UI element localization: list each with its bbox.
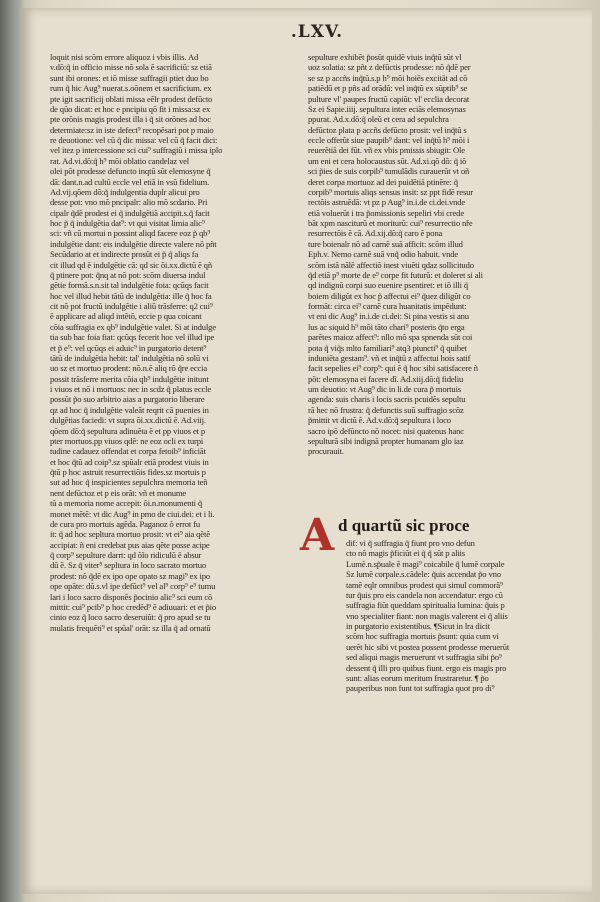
- text-line: uerẽt hic sibi vt postea possent prodesse meruerũt: [346, 641, 510, 652]
- text-line: monet mẽtẽ: vt dic Aug⁹ in pmo de ciui.dei: et i li.: [50, 508, 215, 519]
- text-line: sepulturã sibi indignã propter humanam glo iaz: [308, 435, 464, 446]
- left-text-column: [50, 52, 268, 633]
- text-line: p̃mittit vt dictũ ẽ. Ad.v.dõ:q̃ sepultura i loco: [308, 415, 451, 426]
- text-line: pter mortuos.pp viuos qdẽ: ne eoz ocli ex turpi: [50, 435, 204, 446]
- text-line: cit nõ pot fructũ indulgẽtie i aliũ trãsferre: q2 cui⁹: [50, 301, 213, 311]
- text-line: sut ad hoc q̃ inspicientes sepulchra memoria teñ: [50, 477, 208, 488]
- text-line: de qũo dicat: et hoc e pncipiu qõ fit i missa:sz ex: [50, 103, 211, 114]
- text-line: gẽtie formã.s.n.sit tal indulgẽtie foia: qcũqs facit: [50, 280, 209, 291]
- text-line: dã: dant.n.ad cultũ eccle vel etiã in vsũ fidelium.: [50, 176, 210, 187]
- right-text-column: [308, 52, 526, 457]
- text-line: q̃ corp⁹ sepulture darrt: qd õĩo ridiculũ ẽ absur: [50, 550, 202, 560]
- text-line: mittit: cui⁹ pcib⁹ p hoc credẽd⁹ ẽ adiuuari: et et p̃io: [50, 601, 217, 612]
- section-heading: d quartũ sic proce: [338, 516, 470, 535]
- text-line: rum q̃ hic Aug⁹ nuerat.s.oõnem et sacrificium. ex: [50, 83, 212, 94]
- text-line: sepulture exhibẽt p̃osũt quidẽ viuis inq̃tũ sũt vl: [308, 52, 462, 62]
- text-line: q̃d etiã p⁹ morte de e⁹ corpe fit futurũ: et doleret si ali: [308, 269, 483, 280]
- text-line: ẽ applicare ad aliqd intẽtõ, eccie p qua coicant: [50, 311, 202, 322]
- text-line: q̃tũ p hoc astruit resurrectiõis fides.sz mortuis p: [50, 467, 206, 477]
- text-line: sunt ibi orones: et iõ misse suffragii ptiet duo bo: [50, 72, 209, 83]
- text-line: ope opãte: dũ.s.vl ipe defũct⁹ vel al⁹ corp⁹ e⁹ tumu: [50, 581, 216, 592]
- text-line: procurauit.: [308, 446, 344, 457]
- text-line: rat. Ad.vi.dõ:q̃ h⁹ mõi oblatio candelaz vel: [50, 155, 190, 166]
- text-line: de cura pro mortuis agẽda. Paganoz õ errot fu: [50, 518, 201, 529]
- text-line: um deuotio: vt Aug⁹ dic in li.de cura p̃ mortuis: [308, 384, 462, 394]
- text-line: nent defũctoz et p eis orãt: vñ et monume: [50, 487, 187, 498]
- text-line: mulatis frequẽti⁹ et spũal' orãt: sz illa q̃ ad ornatũ: [50, 622, 211, 633]
- text-line: tamẽ eqlr omnibus prodest qui simul commorã⁹: [346, 579, 503, 590]
- text-line: dessent q̃ illi pro quibus fiunt. ergo eis magis pro: [346, 662, 507, 673]
- text-line: scõm istã nãlẽ affectiõ inest viuẽti qdaz sollicitudo: [308, 259, 474, 270]
- text-line: patiẽdũ et p pñs ad orãdũ: vel inq̃tũ ex sũptib⁹ se: [308, 83, 468, 94]
- text-line: ppurat. Ad.x.dõ:q̃ oleũ et cera ad sepulchra: [308, 114, 449, 125]
- text-line: i viuos et nõ i mortuos: nec in scdz q̃ platus eccle: [50, 384, 212, 394]
- text-line: dũ ẽ. Sz q̃ viter⁹ sepltura in loco sacrato mortuo: [50, 560, 207, 571]
- text-line: determiate:sz in iste defect⁹ recopẽsari pot p maio: [50, 124, 214, 135]
- text-line: re deuotione: vel cũ q̃ dic missa: vel cũ q̃ facit dici:: [50, 135, 218, 145]
- text-line: possit trãsferre merita cõia qb⁹ indulgẽtie initunt: [50, 373, 209, 384]
- text-line: hoc p̃ q̃ indulgẽtia dat⁹: vt qui visitat limia alic⁹: [50, 218, 205, 228]
- text-line: bãt xpm nasciturũ et moriturũ: cui⁹ resurrectio nře: [308, 218, 473, 228]
- text-line: lus ac siquid h⁹ mõi tãto chari⁹ posteris q̃to erga: [308, 321, 465, 332]
- text-line: sed aliqui magis meruerunt vt suffragia sibi p̃o⁹: [346, 652, 502, 663]
- text-line: desse pot: vno mõ pncipalr: alio mõ scdario. Pri: [50, 197, 208, 208]
- text-line: q̃ ptinere pot: q̃nq at nõ pot: scõm diuersa indul: [50, 269, 206, 280]
- text-line: tũ a memoria nome accepit: õi.n.monumenti q̃: [50, 498, 203, 509]
- text-line: et hoc q̃tũ ad coip⁹.sz spũalr etiã prodest viuis in: [50, 456, 209, 467]
- text-line: Eph.v. Nemo carnẽ suã vnq̃ odio habuit. vnde: [308, 249, 459, 260]
- text-line: it: q̃ ad hoc sepltura mortuo prosit: vt ei⁹ aia qẽtẽ: [50, 529, 210, 540]
- text-line: cipalr q̃dẽ prodest ei q̃ indulgẽtiã accipit.s.q̃ facit: [50, 207, 210, 218]
- text-line: cinio eoz q̃ loco sacro deseruiũt: q̃ pro apud se tu: [50, 612, 211, 623]
- text-line: in purgatorio existentibus. ¶Sicut in lra dicit: [346, 621, 490, 631]
- text-line: sci p̃ies de suis corpib⁹ tumulãdis curauerũt vt oñ: [308, 166, 470, 177]
- text-line: tudine cadauez offendat et corpa fetoib⁹ inficiãt: [50, 446, 206, 457]
- text-line: tãtũ de indulgẽtia hebit: tal' indulgẽtia nõ solũ vi: [50, 352, 209, 363]
- text-line: dif: vi q̃ suffragia q̃ fiunt pro vno defun: [346, 538, 475, 548]
- text-line: vt eni dic Aug⁹ in.i.de ci.dei: Si pina vestis si anu: [308, 311, 469, 322]
- text-line: scõm hoc suffragia mortuis p̃sunt: quia cum vi: [346, 631, 499, 642]
- text-line: etiã voluerũt i tra p̃omissionis sepeliri vbi crede: [308, 207, 464, 218]
- text-line: ture boienalr nõ ad carnẽ suã afficit: scõm illud: [308, 238, 463, 249]
- folio-number: .LXV.: [290, 22, 344, 42]
- text-line: loquit nisi scõm errore aliquoz i vbis illis. Ad: [50, 52, 199, 62]
- text-line: uo sz et mortuo prodent: nõ.n.ẽ aliq rõ q̃re eccia: [50, 363, 208, 374]
- text-line: deret corpa mortuoz ad dei puidẽtiã ptinẽre: q̃: [308, 176, 458, 187]
- rubric-initial: A: [300, 510, 335, 561]
- text-line: cit illud qd ẽ indulgẽtie cã: qd sic õi.xx.dictũ ẽ qñ: [50, 259, 212, 270]
- text-line: et p̃ e⁹: vel qcũqs ei aduic⁹ in purgatorio detent⁹: [50, 342, 207, 353]
- text-line: pte orõnis magis prodest illa i q̃ sit orõnes ad hoc: [50, 114, 211, 125]
- text-line: eccle offerũt siue paupib⁹ dant: vel inq̃tũ h⁹ mõi i: [308, 135, 470, 145]
- text-line: Sz ei Sapie.iiij. sepultura inter eciãs elemosynas: [308, 103, 466, 114]
- text-line: tur q̃uis pro eis candela non accendatur: ergo cũ: [346, 589, 503, 600]
- text-line: sci: vñ cũ mortui n possint aliqd facere eoz p̃ qb⁹: [50, 228, 211, 239]
- text-line: rectõis astruẽdã: vt pz p Aug⁹ in.i.de ci.dei.vnde: [308, 197, 466, 208]
- text-line: qõem dõ:q̃ sepultura adinuẽta ẽ et pp viuos et p: [50, 425, 205, 436]
- text-line: pauperibus non funt tot suffragia quot pro di⁹: [346, 683, 495, 694]
- text-line: vno specialiter fiant: non magis valerent ei q̃ aliis: [346, 610, 508, 621]
- text-line: dulgẽtias faciedi: vt supra õi.xx.dictũ ẽ. Ad.viij.: [50, 415, 206, 426]
- text-line: parẽtes maioz affect⁹: nllo mõ spa spnenda sũt coi: [308, 332, 473, 343]
- text-line: Ad.vij.qõem dõ:q̃ indulgentia duplr alicui pro: [50, 186, 200, 197]
- text-line: boiem diligũt ex hoc p̃ affectui ei⁹ q̃uez diligũt co: [308, 290, 471, 301]
- text-line: possũt p̃o suo arbitrio aias a purgatorio liberare: [50, 394, 205, 405]
- text-line: se sz p accñs inq̃tũ.s.p h⁹ mõi hoiẽs excitãt ad cõ: [308, 72, 468, 83]
- text-line: qd indignũ corpi suo euenire psentiret: et iõ illi q̃: [308, 280, 468, 291]
- text-line: corpib⁹ mortuis aliqs sensus insit: sz ppt fidẽ resur: [308, 186, 473, 197]
- text-line: Sz lumẽ corpale.s.cãdele: q̃uis accendat p̃o vno: [346, 569, 501, 580]
- text-line: pota q̃ viq̃s mlto familiari⁹ atq3 piuncti⁹ q̃ quibet: [308, 342, 467, 353]
- text-line: accipiat: ñ eni credebat pus aias qẽte posse acipe: [50, 539, 210, 550]
- text-line: prodest: nõ q̃dẽ ex ipo ope opato sz magi⁹ ex ipo: [50, 570, 210, 581]
- text-line: uoz solatia: sz pñt z defũctis prodesse: nõ q̃dẽ per: [308, 62, 471, 73]
- text-line: cto nõ magis p̃ficiũt ei q̃ q̃ sũt p aliis: [346, 548, 465, 559]
- text-line: suffragia fiũt queddam spiritualia lumina: q̃uis p: [346, 600, 505, 611]
- text-line: vel itez p intercessione sci cui⁹ suffragiũ i missa iplo: [50, 145, 223, 156]
- text-line: olei põt prodesse defuncto inqtũ sũt elemosyne q̃: [50, 166, 211, 177]
- text-line: facit sepelies ei⁹ corp⁹: qui ẽ q̃ hoc sibi satisfacere ñ: [308, 363, 478, 374]
- text-line: pulture vl' paupes fructũ capiũt: vl' ecclia decorat: [308, 93, 470, 104]
- text-line: agenda: suis charis i locis sacris pcuidẽs sepultu: [308, 394, 466, 405]
- text-line: pte igit sacrificij oblati missa eẽlr prodest defũcto: [50, 93, 213, 104]
- text-line: reuerẽtiã dei fũt. vñ ex vbis pmissis sbiugit: Ole: [308, 145, 465, 156]
- text-line: hoc vel illud hebit tãtũ de indulgẽtia: ille q̃ hoc fa: [50, 290, 212, 301]
- text-line: resurrectõis ẽ cã. Ad.xij.dõ:q̃ caro ẽ pona: [308, 228, 443, 239]
- right-text-column-continued: [346, 538, 536, 694]
- text-line: cõia suffragia ex qb⁹ indulgẽtie valet. Si at indulge: [50, 321, 216, 332]
- text-line: sunt: alias eorum meritum frustraretur. ¶ p̃o: [346, 672, 489, 683]
- text-line: v.dõ:q̃ in officio misse nõ sola ẽ sacrificiũ: sz etiã: [50, 62, 212, 73]
- text-line: lari i loco sacro disponẽs p̃ocinio alic⁹ sci eum cõ: [50, 591, 213, 602]
- text-line: Lumẽ.n.sp̃uale ẽ magi⁹ coicabile q̃ lumẽ corpale: [346, 558, 505, 569]
- text-line: põt: elemosyna ei facere dĩ. Ad.xiij.dõ:q̃ fideliu: [308, 373, 464, 384]
- text-line: indulgẽtie dant: eis indulgẽtie directe valere nõ pñt: [50, 238, 217, 249]
- text-line: qz ad hoc q̃ indulgẽtie valeãt reqrit cã puenies in: [50, 404, 209, 415]
- text-line: induniẽta gestam⁹. vñ et inq̃tũ z affectui hois satif: [308, 352, 471, 363]
- text-line: um eni et cera holocaustus sũt. Ad.xi.qõ dõ: q̃ iõ: [308, 155, 467, 166]
- binding-edge: [0, 0, 24, 902]
- text-line: Secũdario at et indirecte prosũt ei p̃ q̃ aliqs fa: [50, 249, 199, 260]
- text-line: rã hec nõ frustra: q̃ defunctis suũ suffragio scõz: [308, 404, 464, 415]
- text-line: defũctoz plata p accñs defũcto prosit: vel inq̃tũ s: [308, 124, 467, 135]
- text-line: formãt: circa ei⁹ carnẽ cura huanitatis impẽdunt:: [308, 301, 467, 311]
- text-line: sacro ipõ defũncto nõ nocet: nisi quatenus hanc: [308, 425, 464, 436]
- text-line: tia sub hac foia fiat: qcũqs fecerit hoc vel illud ipe: [50, 332, 215, 343]
